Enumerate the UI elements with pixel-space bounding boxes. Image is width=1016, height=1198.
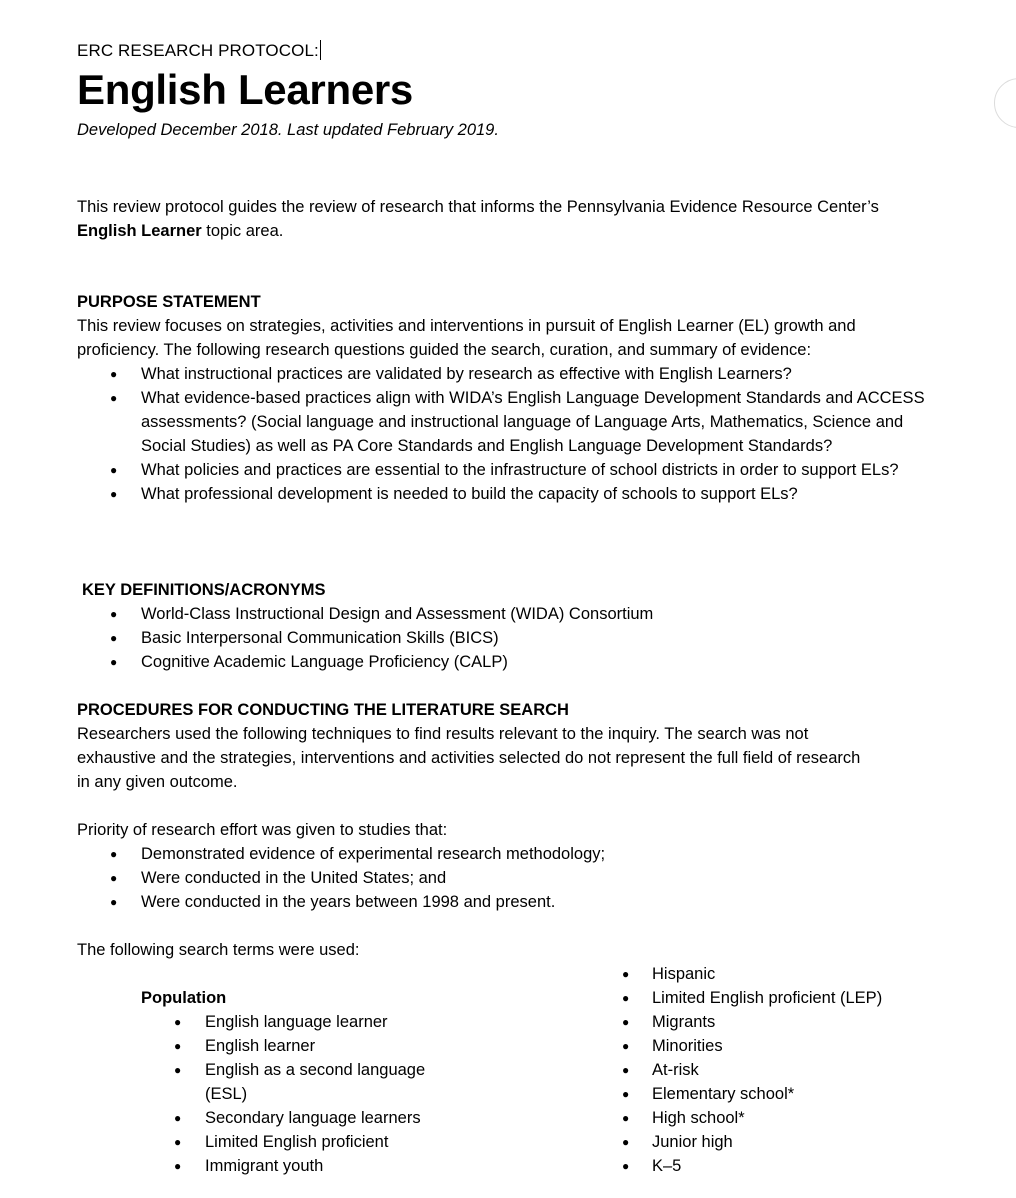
list-item: ● English learner (141, 1034, 441, 1058)
list-item: ● Limited English proficient (141, 1130, 441, 1154)
priority-intro: Priority of research effort was given to studies that: (77, 821, 448, 839)
population-continued-column (652, 962, 1016, 1178)
priority-list (77, 842, 877, 914)
list-item: ● Junior high (652, 1130, 1016, 1154)
purpose-text: This review focuses on strategies, activities and interventions in pursuit of English Learner (EL) growth and proficiency. The following research questions guided the search, curation, and summary of evidence: (77, 317, 856, 359)
list-item: ● Were conducted in the years between 1998 and present. (77, 890, 877, 914)
population-continued-list (652, 962, 1016, 1178)
search-terms-intro: The following search terms were used: (77, 941, 360, 959)
list-item: ● High school* (652, 1106, 1016, 1130)
list-item: ● World-Class Instructional Design and Assessment (WIDA) Consortium (77, 602, 927, 626)
list-item: ● K–5 (652, 1154, 1016, 1178)
list-item: ● Basic Interpersonal Communication Skills (BICS) (77, 626, 927, 650)
list-item: ● Migrants (652, 1010, 1016, 1034)
list-item: ● English as a second language (ESL) (141, 1058, 441, 1106)
population-list (141, 1010, 441, 1178)
definitions-heading: KEY DEFINITIONS/ACRONYMS (82, 581, 326, 599)
list-item: ● What professional development is needed to build the capacity of schools to support ELs? (77, 482, 927, 506)
spacer (77, 914, 877, 938)
research-questions-list (77, 362, 927, 506)
intro-text-after: topic area. (201, 222, 284, 240)
definitions-section (77, 578, 927, 674)
spacer (77, 794, 877, 818)
list-item: ● Elementary school* (652, 1082, 1016, 1106)
page-title: English Learners (77, 66, 413, 113)
population-label: Population (141, 989, 227, 1007)
population-column (141, 986, 561, 1178)
list-item: ● Cognitive Academic Language Proficiency (CALP) (77, 650, 927, 674)
list-item: ● What policies and practices are essential to the infrastructure of school districts in order to support ELs? (77, 458, 927, 482)
list-item: ● What evidence-based practices align with WIDA’s English Language Development Standards and ACCESS assessments? (Social language and instructional language of Language Arts, Mathematics, Science and Social Studies) as well as PA Core Standards and English Language Development Standards? (77, 386, 927, 458)
list-item: ● Demonstrated evidence of experimental research methodology; (77, 842, 877, 866)
list-item: ● Were conducted in the United States; and (77, 866, 877, 890)
side-panel-button[interactable] (994, 78, 1016, 128)
list-item: ● Hispanic (652, 962, 1016, 986)
list-item: ● English language learner (141, 1010, 441, 1034)
intro-text-before: This review protocol guides the review of research that informs the Pennsylvania Evidence Resource Center’s (77, 198, 879, 216)
list-item: ● Immigrant youth (141, 1154, 441, 1178)
procedures-section (77, 698, 877, 962)
procedures-text: Researchers used the following techniques to find results relevant to the inquiry. The search was not exhaustive and the strategies, interventions and activities selected do not represent the full field of research in any given outcome. (77, 725, 861, 791)
kicker-text: ERC RESEARCH PROTOCOL: (77, 41, 319, 60)
list-item: ● Secondary language learners (141, 1106, 441, 1130)
page-subtitle: Developed December 2018. Last updated February 2019. (77, 121, 499, 139)
text-cursor (320, 40, 321, 60)
purpose-heading: PURPOSE STATEMENT (77, 293, 261, 311)
intro-text-bold: English Learner (77, 222, 202, 240)
intro-paragraph (77, 195, 897, 243)
list-item: ● Limited English proficient (LEP) (652, 986, 1016, 1010)
protocol-kicker (77, 40, 321, 61)
procedures-heading: PROCEDURES FOR CONDUCTING THE LITERATURE SEARCH (77, 701, 569, 719)
purpose-section (77, 290, 927, 506)
list-item: ● What instructional practices are validated by research as effective with English Learners? (77, 362, 927, 386)
list-item: ● At-risk (652, 1058, 1016, 1082)
definitions-list (77, 602, 927, 674)
list-item: ● Minorities (652, 1034, 1016, 1058)
